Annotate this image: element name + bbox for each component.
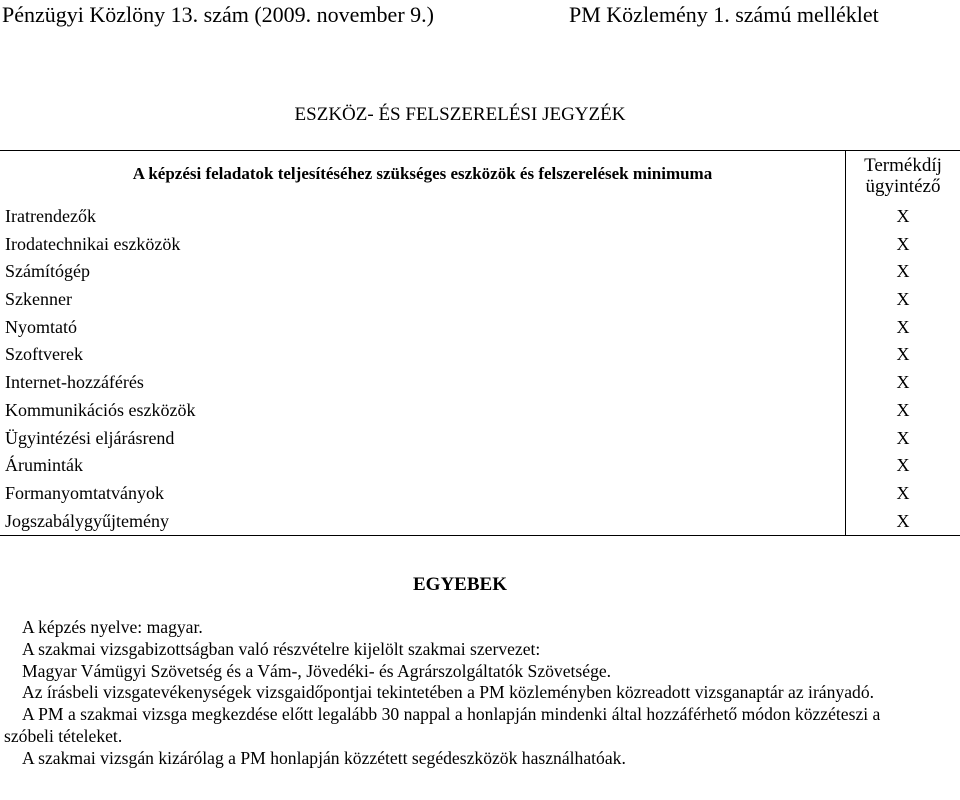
item-mark: X [896, 344, 910, 365]
journal-header: Pénzügyi Közlöny 13. szám (2009. november 9.) [2, 2, 434, 27]
table-body [0, 204, 960, 536]
table-row [0, 204, 960, 232]
table-row [0, 453, 960, 481]
equipment-table [0, 150, 960, 536]
item-name: Internet-hozzáférés [5, 372, 144, 393]
paragraph-oral-topics: A PM a szakmai vizsga megkezdése előtt legalább 30 nappal a honlapján mindenki által hozzáférhető módon közzéteszi a szóbeli tételeket. [4, 704, 881, 746]
item-mark: X [896, 372, 910, 393]
paragraph-exam-board: A szakmai vizsgabizottságban való részvételre kijelölt szakmai szervezet: [22, 638, 541, 659]
item-mark: X [896, 206, 910, 226]
item-mark: X [896, 233, 910, 254]
column-header: Termékdíj ügyintéző [864, 155, 942, 197]
table-row [0, 481, 960, 509]
paragraph-language: A képzés nyelve: magyar. [22, 617, 203, 637]
item-name: Ügyintézési eljárásrend [5, 427, 175, 448]
paragraph-written-exam: Az írásbeli vizsgatevékenységek vizsgaidőpontjai tekintetében a PM közleményben közreadott vizsganaptár az irányadó. [22, 682, 875, 703]
item-mark: X [896, 427, 910, 448]
item-mark: X [896, 455, 910, 476]
item-name: Jogszabálygyűjtemény [5, 510, 169, 531]
item-name: Iratrendezők [5, 206, 96, 226]
table-row [0, 287, 960, 315]
item-mark: X [896, 510, 910, 531]
item-name: Áruminták [5, 455, 83, 476]
item-mark: X [896, 261, 910, 282]
item-name: Formanyomtatványok [5, 482, 164, 503]
table-row [0, 259, 960, 287]
table-row [0, 315, 960, 343]
document-title: ESZKÖZ- ÉS FELSZERELÉSI JEGYZÉK [294, 104, 626, 125]
table-row [0, 370, 960, 398]
table-row [0, 426, 960, 454]
item-mark: X [896, 289, 910, 310]
other-section-body [4, 617, 908, 770]
item-name: Nyomtató [5, 316, 77, 337]
item-mark: X [896, 316, 910, 337]
section-title-other: EGYEBEK [413, 574, 507, 595]
table-row [0, 342, 960, 370]
item-name: Számítógép [5, 261, 90, 282]
item-name: Irodatechnikai eszközök [5, 233, 181, 254]
table-row [0, 398, 960, 426]
table-row [0, 232, 960, 260]
item-mark: X [896, 482, 910, 503]
table-caption: A képzési feladatok teljesítéséhez szükséges eszközök és felszerelések minimuma [132, 164, 713, 183]
paragraph-tools: A szakmai vizsgán kizárólag a PM honlapján közzétett segédeszközök használhatóak. [22, 747, 626, 768]
item-name: Szkenner [5, 289, 72, 310]
annex-header: PM Közlemény 1. számú melléklet [569, 2, 879, 27]
item-name: Kommunikációs eszközök [5, 399, 196, 420]
table-row [0, 509, 960, 537]
item-mark: X [896, 399, 910, 420]
item-name: Szoftverek [5, 344, 83, 365]
paragraph-organization: Magyar Vámügyi Szövetség és a Vám-, Jövedéki- és Agrárszolgáltatók Szövetsége. [22, 660, 612, 681]
